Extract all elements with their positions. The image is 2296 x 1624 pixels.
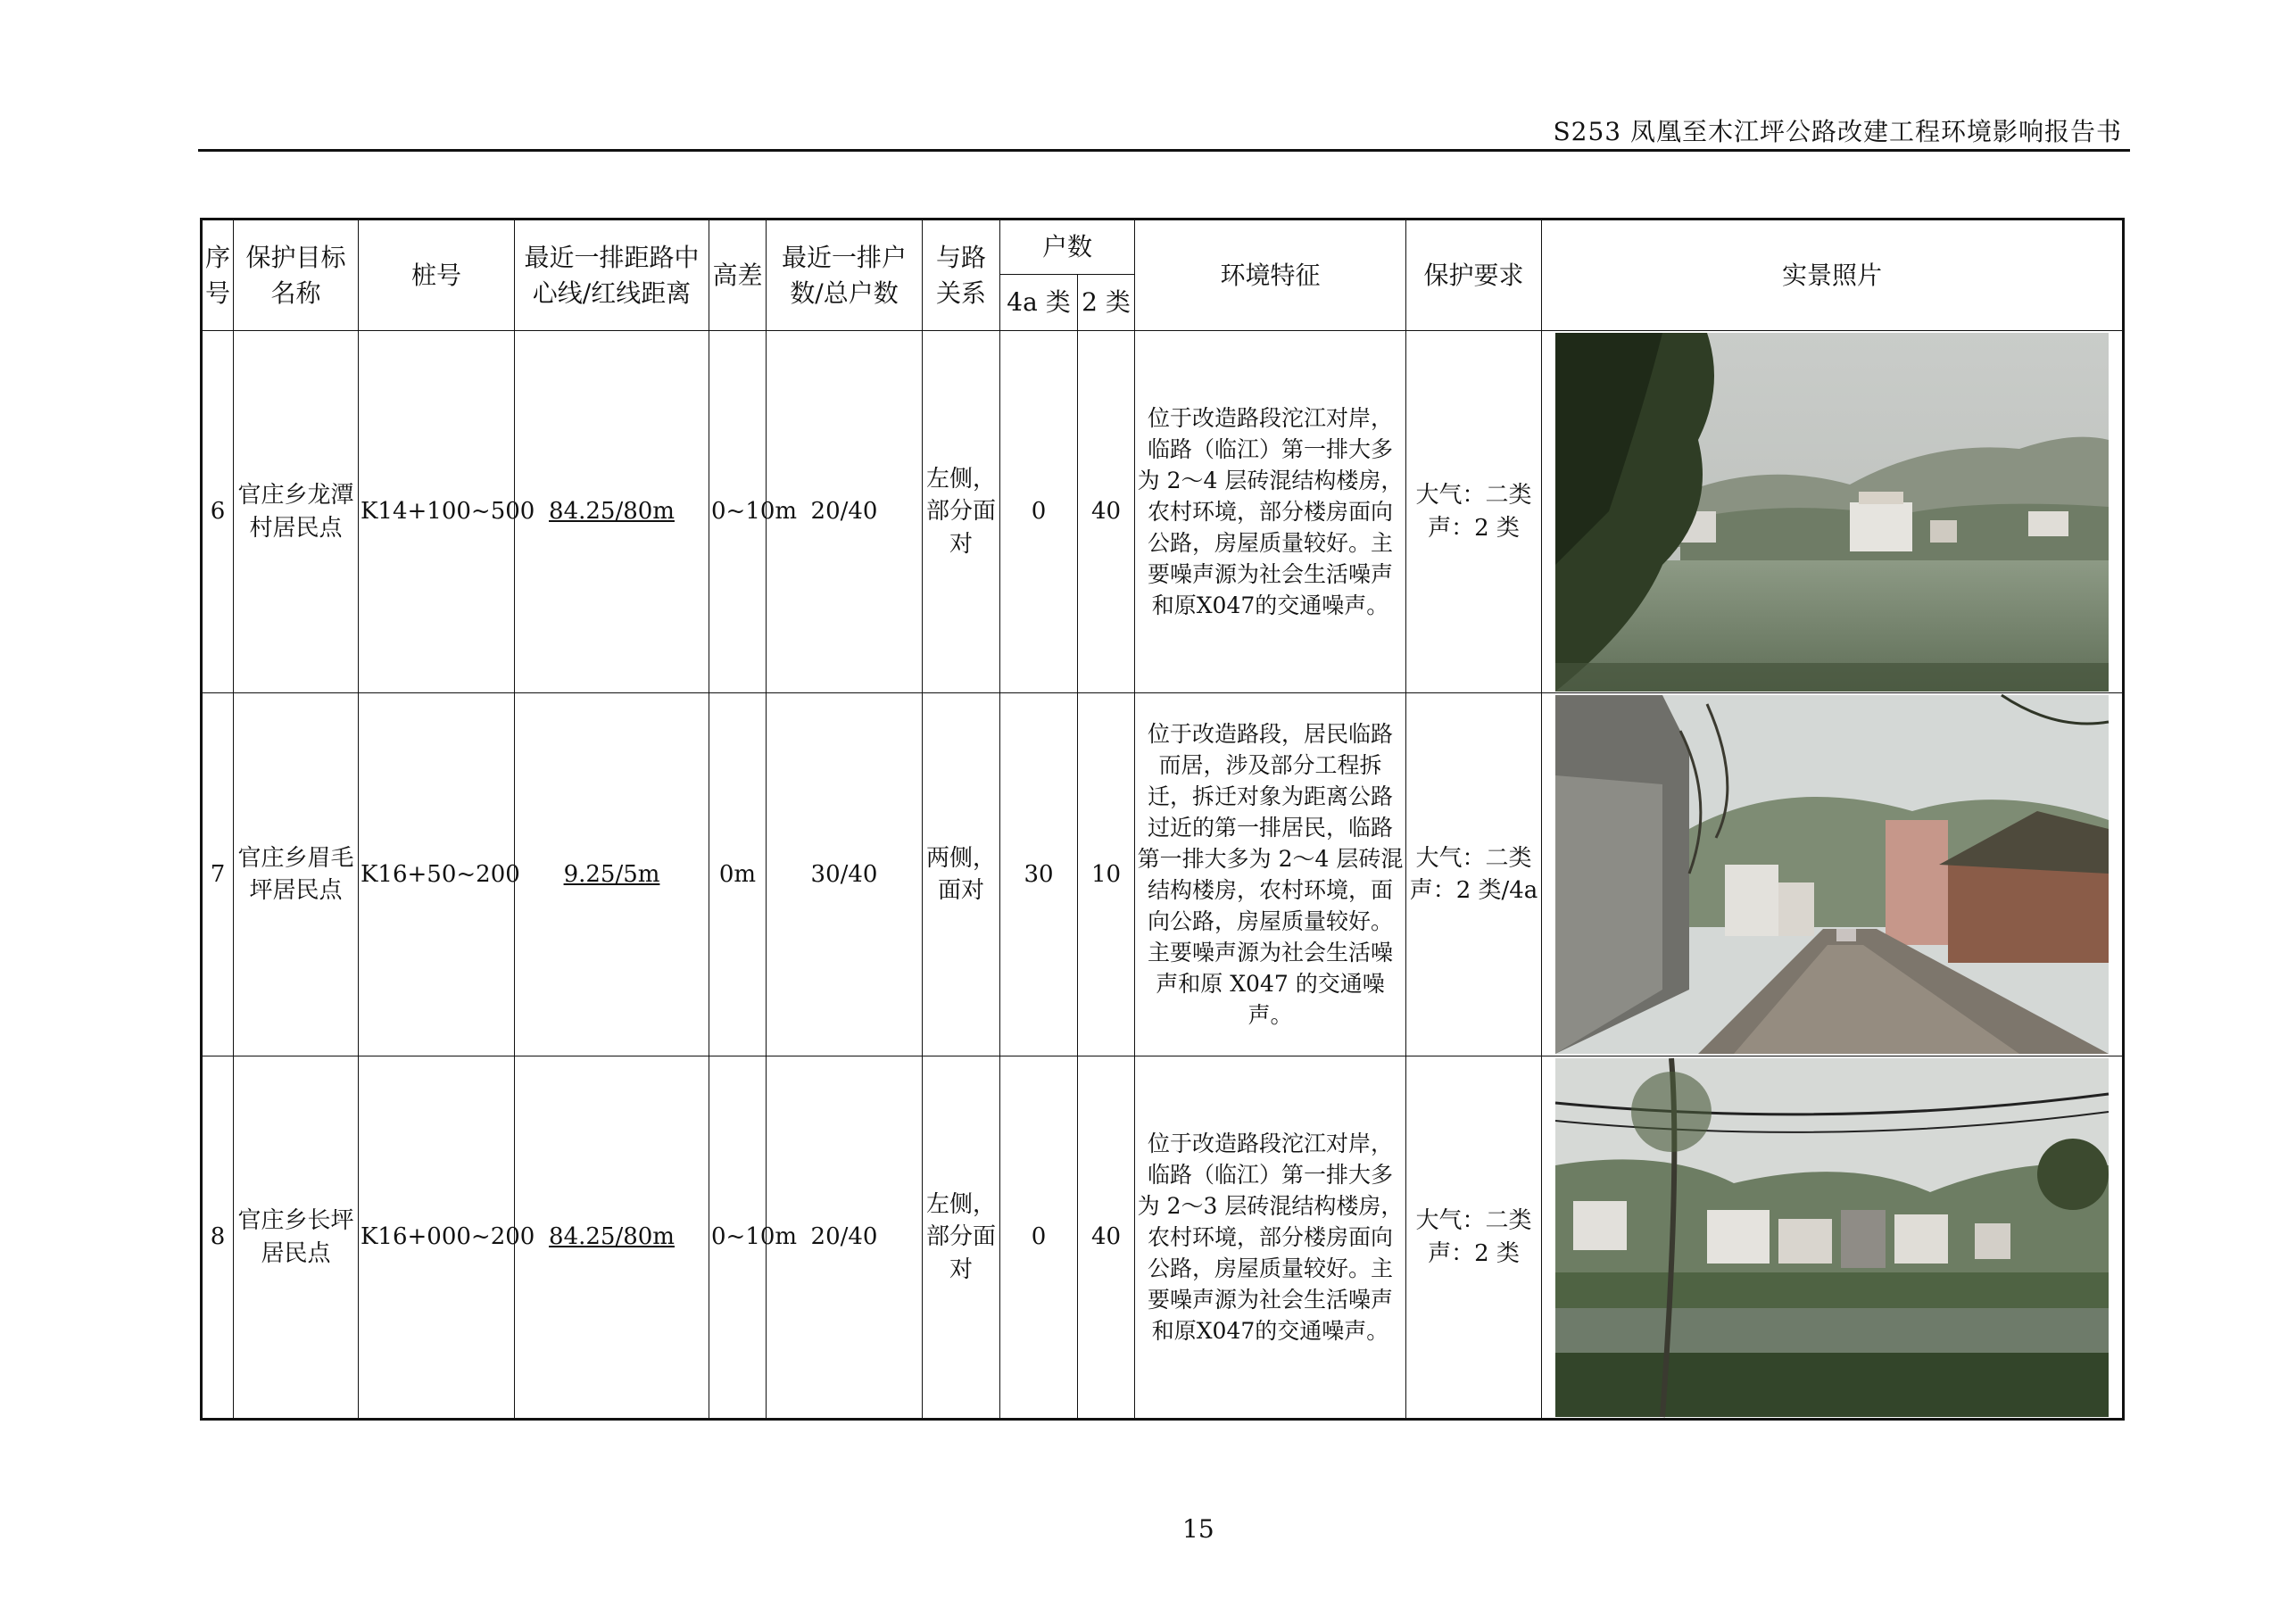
- header-environment: 环境特征: [1135, 220, 1406, 331]
- row-protection: 大气：二类 声：2 类: [1406, 331, 1542, 693]
- village-road-photo-icon: [1555, 695, 2109, 1054]
- header-rule: [198, 149, 2130, 152]
- row-environment: 位于改造路段，居民临路而居，涉及部分工程拆迁，拆迁对象为距离公路过近的第一排居民，临路第一排大多为 2～4 层砖混结构楼房，农村环境，面向公路，房屋质量较好。主要噪声源为社会生活噪声和原 X047 的交通噪声。: [1135, 693, 1406, 1056]
- row-name: 官庄乡眉毛坪居民点: [234, 693, 359, 1056]
- row-stake: K16+50~200: [359, 693, 515, 1056]
- header-distance: 最近一排距路中心线/红线距离: [515, 220, 709, 331]
- row-distance: 9.25/5m: [515, 693, 709, 1056]
- row-count-4a: 30: [1000, 693, 1078, 1056]
- row-households: 20/40: [767, 331, 923, 693]
- row-stake: K16+000~200: [359, 1056, 515, 1420]
- header-protection: 保护要求: [1406, 220, 1542, 331]
- row-relation: 左侧，部分面对: [923, 331, 1000, 693]
- river-village-photo-icon: [1555, 333, 2109, 692]
- page-number: 15: [1182, 1514, 1214, 1544]
- row-count-4a: 0: [1000, 1056, 1078, 1420]
- header-count-2: 2 类: [1078, 275, 1135, 331]
- table-row: [202, 693, 2124, 1056]
- document-header-title: S253 凤凰至木江坪公路改建工程环境影响报告书: [1553, 117, 2122, 146]
- header-count-4a: 4a 类: [1000, 275, 1078, 331]
- table-row: [202, 331, 2124, 693]
- header-count: 户数: [1000, 220, 1135, 275]
- row-photo-cell: [1542, 1056, 2124, 1420]
- row-households: 20/40: [767, 1056, 923, 1420]
- row-photo-cell: [1542, 693, 2124, 1056]
- row-protection: 大气：二类 声：2 类/4a: [1406, 693, 1542, 1056]
- table-row: [202, 1056, 2124, 1420]
- row-seq: 7: [202, 693, 234, 1056]
- row-protection: 大气：二类 声：2 类: [1406, 1056, 1542, 1420]
- row-height: 0~10m: [709, 331, 767, 693]
- row-name: 官庄乡龙潭村居民点: [234, 331, 359, 693]
- header-name: 保护目标名称: [234, 220, 359, 331]
- row-environment: 位于改造路段沱江对岸，临路（临江）第一排大多为 2～4 层砖混结构楼房，农村环境，部分楼房面向公路，房屋质量较好。主要噪声源为社会生活噪声和原X047的交通噪声。: [1135, 331, 1406, 693]
- header-height: 高差: [709, 220, 767, 331]
- protection-target-table: [200, 218, 2125, 1421]
- row-environment: 位于改造路段沱江对岸，临路（临江）第一排大多为 2～3 层砖混结构楼房，农村环境，部分楼房面向公路，房屋质量较好。主要噪声源为社会生活噪声和原X047的交通噪声。: [1135, 1056, 1406, 1420]
- row-seq: 6: [202, 331, 234, 693]
- row-photo-cell: [1542, 331, 2124, 693]
- row-height: 0m: [709, 693, 767, 1056]
- row-relation: 左侧，部分面对: [923, 1056, 1000, 1420]
- header-stake: 桩号: [359, 220, 515, 331]
- row-count-2: 40: [1078, 1056, 1135, 1420]
- row-count-4a: 0: [1000, 331, 1078, 693]
- riverside-houses-photo-icon: [1555, 1058, 2109, 1417]
- header-relation: 与路关系: [923, 220, 1000, 331]
- row-count-2: 10: [1078, 693, 1135, 1056]
- row-count-2: 40: [1078, 331, 1135, 693]
- row-seq: 8: [202, 1056, 234, 1420]
- header-photo: 实景照片: [1542, 220, 2124, 331]
- row-relation: 两侧，面对: [923, 693, 1000, 1056]
- header-seq: 序号: [202, 220, 234, 331]
- row-stake: K14+100~500: [359, 331, 515, 693]
- row-households: 30/40: [767, 693, 923, 1056]
- row-name: 官庄乡长坪居民点: [234, 1056, 359, 1420]
- row-distance: 84.25/80m: [515, 331, 709, 693]
- header-households: 最近一排户数/总户数: [767, 220, 923, 331]
- row-distance: 84.25/80m: [515, 1056, 709, 1420]
- row-height: 0~10m: [709, 1056, 767, 1420]
